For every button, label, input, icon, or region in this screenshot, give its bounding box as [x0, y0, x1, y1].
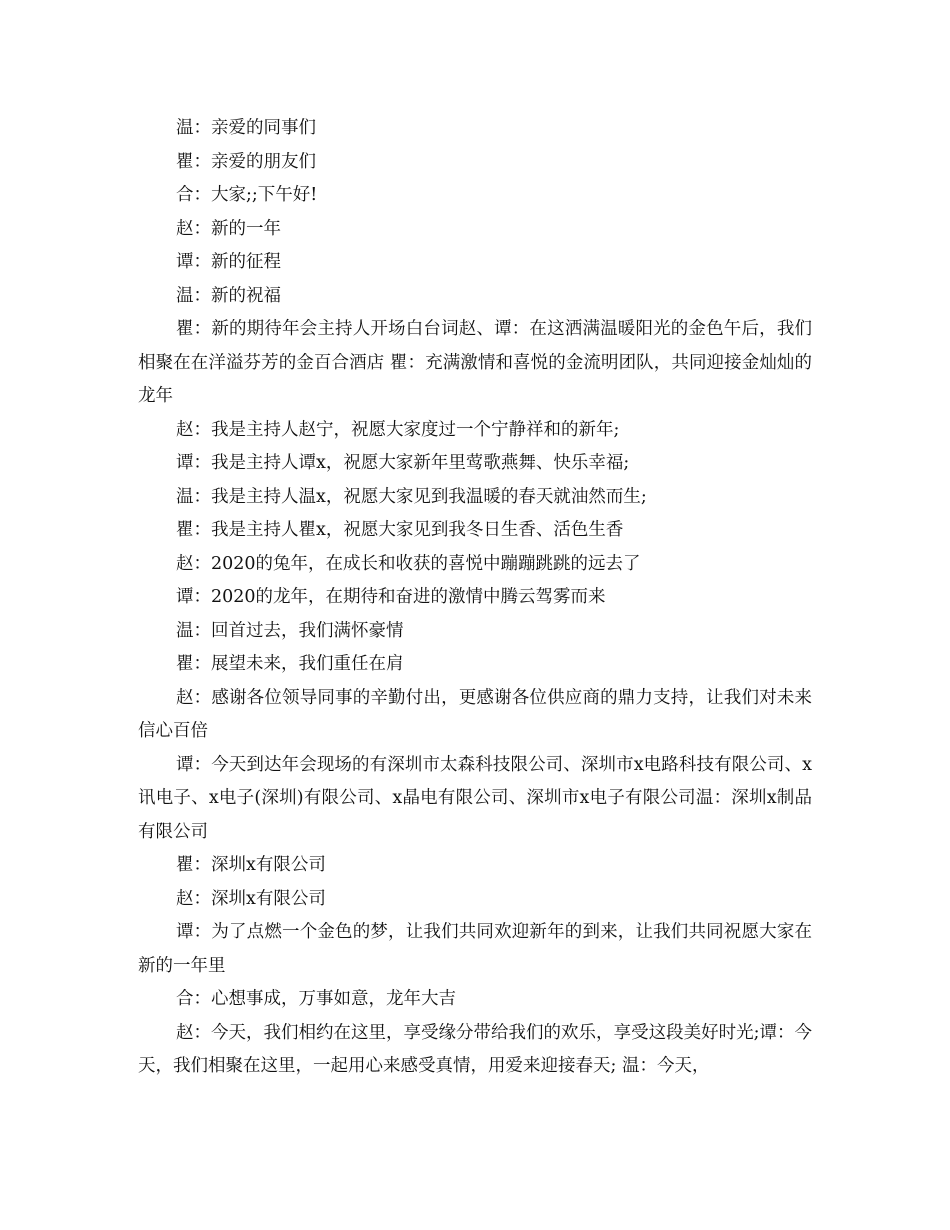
paragraph-5: 谭：新的征程 [176, 252, 281, 272]
script-text-body [138, 112, 812, 1084]
paragraph-6: 温：新的祝福 [176, 285, 281, 306]
paragraph-9: 谭：我是主持人谭x，祝愿大家新年里莺歌燕舞、快乐幸福; [176, 453, 630, 473]
paragraph-16: 赵：感谢各位领导同事的辛勤付出，更感谢各位供应商的鼎力支持，让我们对未来信心百倍 [138, 687, 812, 741]
paragraph-2: 瞿：亲爱的朋友们 [176, 151, 316, 172]
paragraph-20: 谭：为了点燃一个金色的梦，让我们共同欢迎新年的到来，让我们共同祝愿大家在新的一年里 [138, 922, 812, 976]
paragraph-15: 瞿：展望未来，我们重任在肩 [176, 654, 404, 674]
paragraph-21: 合：心想事成，万事如意，龙年大吉 [176, 989, 456, 1009]
paragraph-8: 赵：我是主持人赵宁，祝愿大家度过一个宁静祥和的新年; [176, 419, 620, 440]
paragraph-18: 瞿：深圳x有限公司 [176, 855, 326, 875]
paragraph-17: 谭：今天到达年会现场的有深圳市太森科技限公司、深圳市x电路科技有限公司、x讯电子、x电子(深圳)有限公司、x晶电有限公司、深圳市x电子有限公司温：深圳x制品有限公司 [138, 754, 812, 842]
paragraph-7: 瞿：新的期待年会主持人开场白台词赵、谭：在这洒满温暖阳光的金色午后，我们相聚在在洋溢芬芳的金百合酒店 瞿：充满激情和喜悦的金流明团队，共同迎接金灿灿的龙年 [138, 319, 812, 406]
paragraph-14: 温：回首过去，我们满怀豪情 [176, 620, 404, 641]
paragraph-19: 赵：深圳x有限公司 [176, 888, 326, 909]
paragraph-12: 赵：2020的兔年，在成长和收获的喜悦中蹦蹦跳跳的远去了 [176, 553, 641, 574]
paragraph-1: 温：亲爱的同事们 [176, 118, 316, 138]
paragraph-4: 赵：新的一年 [176, 218, 281, 239]
paragraph-13: 谭：2020的龙年，在期待和奋进的激情中腾云驾雾而来 [176, 587, 606, 607]
paragraph-22: 赵：今天，我们相约在这里，享受缘分带给我们的欢乐，享受这段美好时光;谭：今天，我们相聚在这里，一起用心来感受真情，用爱来迎接春天; 温：今天， [138, 1022, 812, 1076]
paragraph-11: 瞿：我是主持人瞿x，祝愿大家见到我冬日生香、活色生香 [176, 520, 624, 540]
paragraph-10: 温：我是主持人温x，祝愿大家见到我温暖的春天就油然而生; [176, 486, 647, 507]
paragraph-3: 合：大家;;下午好! [176, 185, 318, 205]
